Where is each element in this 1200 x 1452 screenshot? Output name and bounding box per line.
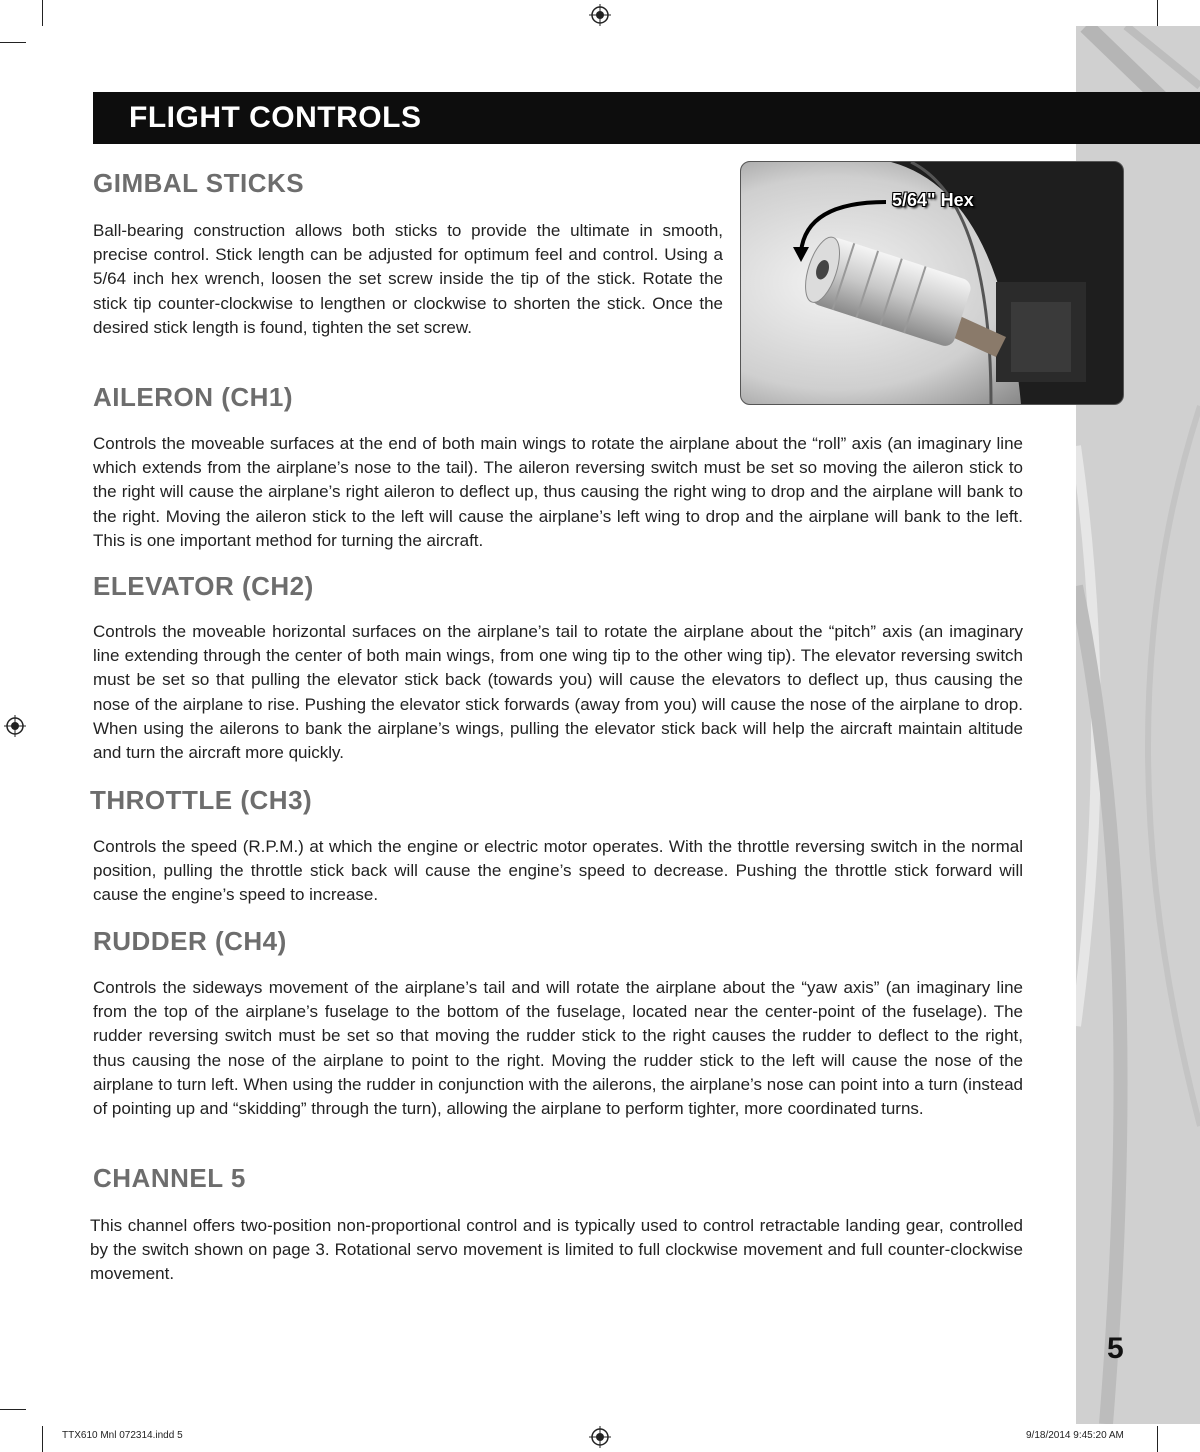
- gimbal-stick-photo: [740, 161, 1124, 405]
- registration-target-icon: [589, 1426, 611, 1448]
- crop-mark: [42, 1426, 43, 1452]
- registration-target-icon: [589, 4, 611, 26]
- crop-mark: [0, 1409, 26, 1410]
- crop-mark: [1157, 1426, 1158, 1452]
- section-body-gimbal-sticks: Ball-bearing construction allows both sticks to provide the ultimate in smooth, precise control. Stick length can be adjusted for optimum feel and control. Using a 5/64 inch hex wrench, loosen the set screw inside the tip of the stick. Rotate the stick tip counter-clockwise to lengthen or clockwise to shorten the stick. Once the desired stick length is found, tighten the set screw.: [93, 221, 723, 337]
- section-body-throttle: Controls the speed (R.P.M.) at which the engine or electric motor operates. With the throttle reversing switch in the normal position, pulling the throttle stick back will cause the engine’s speed to decrease. Pushing the throttle stick forward will cause the engine’s speed to increase.: [93, 837, 1023, 905]
- section-heading-elevator: ELEVATOR (CH2): [93, 571, 314, 601]
- section-body-aileron: Controls the moveable surfaces at the end of both main wings to rotate the airplane about the “roll” axis (an imaginary line which extends from the airplane’s nose to the tail). The aileron reversing switch must be set so moving the aileron stick to the right will cause the airplane’s right aileron to deflect up, thus causing the right wing to drop and the airplane will bank to the right. Moving the aileron stick to the left will cause the airplane’s left wing to drop and the airplane will bank to the left. This is one important method for turning the aircraft.: [93, 434, 1023, 550]
- section-heading-rudder: RUDDER (CH4): [93, 926, 287, 956]
- hex-callout-label: 5/64" Hex: [892, 190, 974, 210]
- crop-mark: [42, 0, 43, 26]
- header-bar: [93, 92, 1200, 144]
- section-heading-aileron: AILERON (CH1): [93, 382, 294, 412]
- section-heading-gimbal-sticks: GIMBAL STICKS: [93, 168, 305, 198]
- crop-mark: [1157, 0, 1158, 26]
- footer-file-name: TTX610 Mnl 072314.indd 5: [62, 1430, 183, 1441]
- footer-timestamp: 9/18/2014 9:45:20 AM: [1026, 1430, 1124, 1441]
- section-heading-channel-5: CHANNEL 5: [93, 1163, 246, 1193]
- page-number: 5: [1107, 1332, 1124, 1365]
- section-heading-throttle: THROTTLE (CH3): [90, 785, 313, 815]
- section-body-channel-5: This channel offers two-position non-proportional control and is typically used to control retractable landing gear, controlled by the switch shown on page 3. Rotational servo movement is limited to full clockwise movement and full counter-clockwise movement.: [90, 1216, 1023, 1284]
- crop-mark: [0, 42, 26, 43]
- section-body-elevator: Controls the moveable horizontal surfaces on the airplane’s tail to rotate the airplane about the “pitch” axis (an imaginary line extending through the center of both main wings, from one wing tip to the other wing tip). The elevator reversing switch must be set so that pulling the elevator stick back (towards you) will cause the elevators to deflect up, thus causing the nose of the airplane to rise. Pushing the elevator stick forwards (away from you) will cause the nose of the airplane to drop. When using the ailerons to bank the airplane’s wings, pulling the elevator stick back will help the aircraft maintain altitude and turn the aircraft more quickly.: [93, 622, 1023, 763]
- section-body-rudder: Controls the sideways movement of the airplane’s tail and will rotate the airplane about the “yaw axis” (an imaginary line from the top of the airplane’s fuselage to the bottom of the fuselage, located near the center-point of the fuselage). The rudder reversing switch must be set so that moving the rudder stick to the right causes the rudder to deflect to the right, thus causing the nose of the airplane to point to the right. Moving the rudder stick to the left will cause the nose of the airplane to turn left. When using the rudder in conjunction with the ailerons, the airplane’s nose can point into a turn (instead of pointing up and “skidding” through the turn), allowing the airplane to perform tighter, more coordinated turns.: [93, 978, 1023, 1119]
- registration-target-icon: [4, 715, 26, 737]
- page-title: FLIGHT CONTROLS: [129, 101, 422, 134]
